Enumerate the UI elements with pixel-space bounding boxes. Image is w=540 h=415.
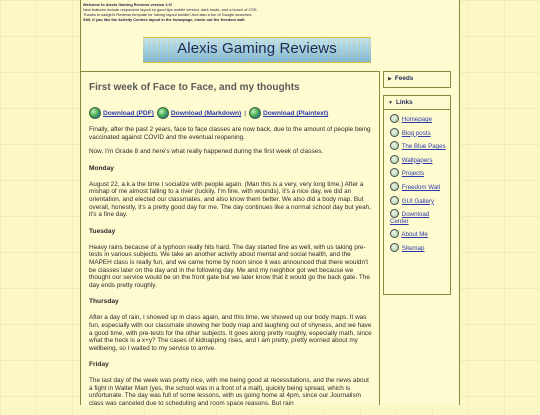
feeds-box[interactable] xyxy=(383,71,451,88)
globe-icon xyxy=(157,107,169,119)
sidebar-link-blue-pages[interactable]: The Blue Pages xyxy=(401,143,446,151)
download-markdown-link[interactable] xyxy=(157,106,241,118)
sidebar xyxy=(383,71,453,295)
section-heading-friday: Friday xyxy=(89,361,109,369)
download-separator: | xyxy=(244,110,246,118)
post-article xyxy=(89,82,374,415)
sidebar-link-gui-gallery[interactable]: GUI Gallery xyxy=(401,197,435,205)
sidebar-item-homepage[interactable] xyxy=(390,114,447,124)
site-banner[interactable] xyxy=(143,37,371,63)
sidebar-item-about-me[interactable] xyxy=(390,229,447,239)
book-icon xyxy=(390,141,399,150)
sidebar-item-wallpapers[interactable] xyxy=(390,155,447,165)
sidebar-link-download-center[interactable]: Download Center xyxy=(390,211,430,225)
notice-line-2: New features include responsive layout so good tips mobile version, dark mode, and a bunch of CSS. xyxy=(83,7,258,12)
sidebar-item-blog-posts[interactable] xyxy=(390,128,447,138)
download-links xyxy=(89,106,374,118)
notice-line-3: Thanks to sadgirl's Reviews template for having layout builder! And also a ton of Google searches. xyxy=(83,12,253,17)
sidebar-item-sitemap[interactable] xyxy=(390,243,447,253)
intro-paragraph: Finally, after the past 2 years, face to face classes are now back, due to the amount of people being vaccinated against COVID and the eventual reopening. xyxy=(89,126,371,141)
post-title: First week of Face to Face, and my thoughts xyxy=(89,82,300,93)
chevron-right-icon: ▶ xyxy=(388,75,392,82)
announcement-notice xyxy=(83,3,383,23)
section-text-tuesday: Heavy rains because of a typhoon really hits hard. The day started fine as well, with us taking pre-tests in various subjects. We take an another activity about mental and social health, and the MAPEH class is really fun, and we came home by noon since it was announced that there wouldn't be classes later on the day and in the following day. Me and my neighbor got wet because we thought our service would be on the front gate but we later know that it would go the back gate. The day ends pretty roughly. xyxy=(89,243,370,289)
sidebar-item-projects[interactable] xyxy=(390,168,447,178)
sidebar-link-about-me[interactable]: About Me xyxy=(401,231,428,239)
section-heading-tuesday: Tuesday xyxy=(89,227,116,235)
links-label: Links xyxy=(395,99,413,106)
download-plaintext-link[interactable] xyxy=(249,106,328,118)
links-list xyxy=(384,110,450,253)
globe-icon xyxy=(249,107,261,119)
sidebar-item-gui-gallery[interactable] xyxy=(390,196,447,206)
sidebar-item-freedom-wall[interactable] xyxy=(390,182,447,192)
notice-line-1: Welcome to Alexis Gaming Reviews version 2.0! xyxy=(83,3,173,7)
intro-paragraph: Now, I'm Grade 8 and here's what really happened during the first week of classes. xyxy=(89,148,324,156)
sidebar-link-homepage[interactable]: Homepage xyxy=(401,116,433,123)
sidebar-link-freedom-wall[interactable]: Freedom Wall xyxy=(401,183,441,191)
feeds-header[interactable] xyxy=(384,72,450,85)
map-icon xyxy=(390,243,399,252)
sidebar-link-sitemap[interactable]: Sitemap xyxy=(401,244,425,252)
links-box xyxy=(383,95,451,295)
links-header[interactable] xyxy=(384,96,450,110)
section-heading-thursday: Thursday xyxy=(89,298,119,306)
download-pdf-label: Download (PDF) xyxy=(103,110,154,118)
feeds-label: Feeds xyxy=(394,75,414,82)
site-header xyxy=(81,29,459,72)
image-icon xyxy=(390,155,399,164)
sidebar-item-blue-pages[interactable] xyxy=(390,141,447,151)
gallery-icon xyxy=(390,196,399,205)
sidebar-link-projects[interactable]: Projects xyxy=(401,170,425,178)
sidebar-link-wallpapers[interactable]: Wallpapers xyxy=(401,156,433,164)
wall-icon xyxy=(390,182,399,191)
main-content xyxy=(81,71,380,408)
section-text-friday: The last day of the week was pretty nice, with me being good at recessitations, and the news about a fight in Walter Mart (yes, the school was in a front of a mall), quickly being spread, which is unfortunate. The day was full of some lessons, with us going home at 4pm, since our Journalism class was canceled due to scheduling and room space reasons. But rain xyxy=(89,377,369,408)
folder-icon xyxy=(390,168,399,177)
download-plaintext-label: Download (Plaintext) xyxy=(262,110,329,118)
chevron-down-icon: ▼ xyxy=(388,99,393,106)
notice-line-4: Still, if you like the Activity Centers layout in the homepage, check out the freedom wall. xyxy=(83,17,246,22)
blog-icon xyxy=(390,128,399,137)
home-icon xyxy=(390,114,399,123)
download-pdf-link[interactable] xyxy=(89,106,154,118)
section-text-monday: August 22, a.k.a the time I socialize with people again. (Man this is a very, very long time.) After a mishap of me almost falling to a river (luckily, I'm fine, with wounds), it's a nice day, we did an orientation, and elected our classmates, and also know them better. We also did a body map. But overall, honestly, it's a pretty good day for me. The day continues like a normal school day but yeah, it's a fine day. xyxy=(89,180,371,219)
section-heading-monday: Monday xyxy=(89,164,114,172)
download-markdown-label: Download (Markdown) xyxy=(170,110,242,118)
site-title[interactable]: Alexis Gaming Reviews xyxy=(177,40,337,57)
globe-icon xyxy=(89,107,101,119)
user-icon xyxy=(390,229,399,238)
section-text-thursday: After a day of rain, I showed up in class again, and this time, we showed up our body maps. It was fun, especially with our classmate showing her body map and laughing out of shyness, and we have a good time, with pre-tests for the other subjects. It goes along pretty roughly, especially math, since what the heck is a x+y? The cases of kidnapping rises, and I am pretty, pretty worried about my wellbeing, so I waited to my service to arrive. xyxy=(89,314,372,352)
sidebar-item-download-center[interactable] xyxy=(390,209,447,225)
sidebar-link-blog-posts[interactable]: Blog posts xyxy=(401,129,431,137)
